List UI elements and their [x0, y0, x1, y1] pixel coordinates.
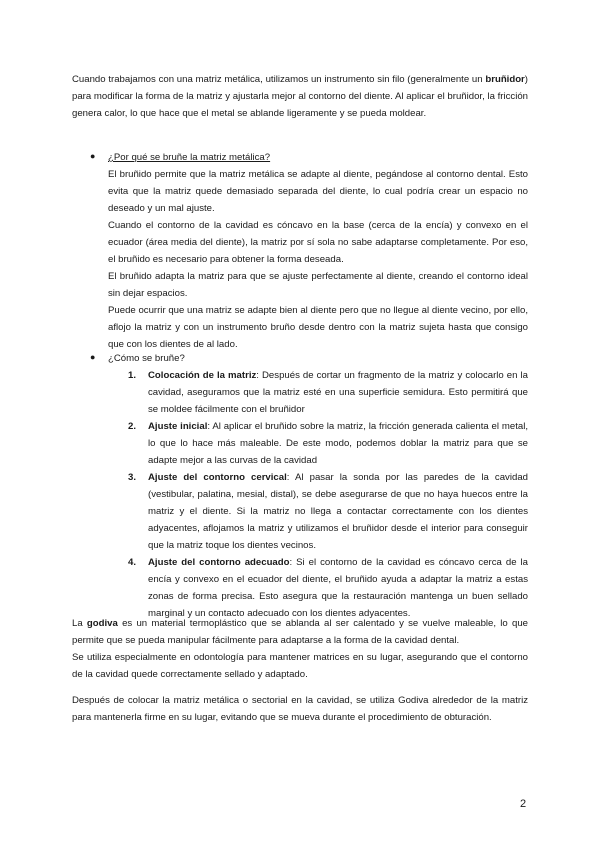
step-number: 2. — [128, 421, 137, 432]
list-item — [128, 367, 528, 418]
steps-list — [128, 367, 528, 622]
section-heading: ¿Cómo se bruñe? — [108, 353, 185, 364]
step-number: 3. — [128, 472, 137, 483]
step-text: : Al aplicar el bruñido sobre la matriz, la fricción generada calienta el metal, lo que lo hace más maleable. De este modo, podemos doblar la matriz para que se adapte mejor a las curvas de la cavidad — [148, 421, 528, 466]
bullet-icon: ● — [90, 352, 96, 362]
section-why-burnish — [108, 149, 528, 353]
step-text: : Al pasar la sonda por las paredes de la cavidad (vestibular, palatina, mesial, distal), se debe asegurarse de que no haya huecos entre la matriz y el diente. Si la matriz no llega a contactar correctamente con los dientes adyacentes, aflojamos la matriz y utilizamos el bruñidor desde el interior para conseguir que la matriz toque los dientes vecinos. — [148, 472, 528, 551]
step-number: 4. — [128, 557, 137, 568]
step-title: Ajuste inicial — [148, 421, 208, 432]
godiva-definition — [72, 615, 528, 649]
step-text: : Si el contorno de la cavidad es cóncavo cerca de la encía y convexo en el ecuador del diente, el bruñido ayuda a adaptar la matriz a estas zonas de forma precisa. Esto asegura que la restauración mantenga un buen sellado marginal y un contacto adecuado con los dientes adyacentes. — [148, 557, 528, 619]
step-title: Colocación de la matriz — [148, 370, 257, 381]
closing-paragraph: Después de colocar la matriz metálica o sectorial en la cavidad, se utiliza Godiva alrededor de la matriz para mantenerla firme en su lugar, evitando que se mueva durante el procedimiento de obturación. — [72, 695, 528, 723]
step-number: 1. — [128, 370, 137, 381]
section-heading: ¿Por qué se bruñe la matriz metálica? — [108, 152, 271, 163]
step-title: Ajuste del contorno cervical — [148, 472, 287, 483]
step-text: : Después de cortar un fragmento de la matriz y colocarlo en la cavidad, aseguramos que la matriz esté en una superficie semidura. Esto permitirá que se moldee fácilmente con el bruñidor — [148, 370, 528, 415]
intro-text-end: ) para modificar la forma de la matriz y ajustarla mejor al contorno del diente. Al aplicar el bruñidor, la fricción genera calor, lo que hace que el metal se ablande ligeramente y se pueda moldear. — [72, 74, 528, 119]
intro-paragraph — [72, 71, 528, 122]
godiva-paragraph — [72, 615, 528, 683]
godiva-term: godiva — [86, 618, 118, 629]
section-paragraph: El bruñido adapta la matriz para que se ajuste perfectamente al diente, creando el contorno ideal sin dejar espacios. — [108, 271, 528, 299]
page-number: 2 — [520, 798, 527, 810]
bullet-icon: ● — [90, 151, 96, 161]
section-how-burnish — [108, 350, 528, 367]
section-paragraph: Cuando el contorno de la cavidad es cóncavo en la base (cerca de la encía) y convexo en el ecuador (área media del diente), la matriz por sí sola no sabe adaptarse completamente. Por eso, el bruñido es necesario para obtener la forma deseada. — [108, 220, 528, 265]
list-item — [128, 418, 528, 469]
section-paragraph: El bruñido permite que la matriz metálica se adapte al diente, pegándose al contorno dental. Esto evita que la matriz quede demasiado separada del diente, lo cual podría crear un espacio no deseado y un mal ajuste. — [108, 169, 528, 214]
godiva-usage: Se utiliza especialmente en odontología para mantener matrices en su lugar, asegurando que el contorno de la cavidad quede correctamente sellado y adaptado. — [72, 652, 528, 680]
list-item — [128, 469, 528, 554]
list-item — [128, 554, 528, 622]
intro-term-brunidor: bruñidor — [485, 74, 525, 85]
godiva-text-start: La — [72, 618, 87, 629]
section-paragraph: Puede ocurrir que una matriz se adapte bien al diente pero que no llegue al diente vecino, por ello, aflojo la matriz y con un instrumento bruño desde dentro con la matriz sujeta hasta que consigo que con los dientes de al lado. — [108, 305, 528, 350]
intro-text-start: Cuando trabajamos con una matriz metálica, utilizamos un instrumento sin filo (generalmente un — [72, 74, 486, 85]
godiva-text-end: es un material termoplástico que se ablanda al ser calentado y se vuelve maleable, lo que permite que se pueda manipular fácilmente para adaptarse a la forma de la cavidad dental. — [72, 618, 529, 646]
step-title: Ajuste del contorno adecuado — [148, 557, 290, 568]
